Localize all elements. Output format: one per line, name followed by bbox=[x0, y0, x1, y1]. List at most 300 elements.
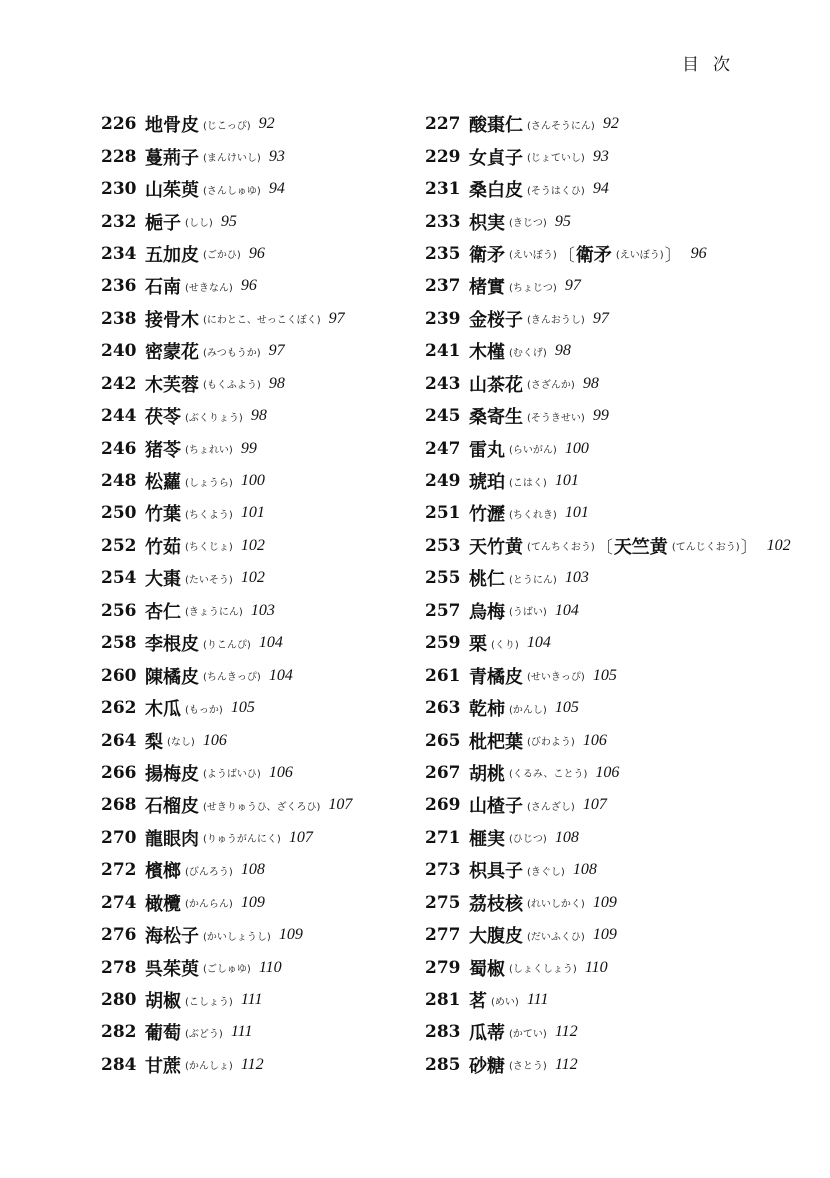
entry-page-number: 111 bbox=[230, 1023, 253, 1041]
entry-page-number: 102 bbox=[240, 569, 265, 587]
entry-page-number: 106 bbox=[595, 763, 620, 781]
entry-number: 238 bbox=[101, 308, 137, 329]
entry-reading: (きじつ) bbox=[509, 218, 547, 230]
entry-name: 桑白皮 bbox=[469, 180, 523, 202]
entry-number: 236 bbox=[101, 276, 137, 297]
toc-entry bbox=[425, 692, 791, 724]
entry-number: 249 bbox=[425, 471, 461, 492]
toc-entry bbox=[425, 1049, 791, 1081]
entry-page-number: 103 bbox=[564, 569, 589, 587]
entry-number: 257 bbox=[425, 600, 461, 621]
entry-number: 240 bbox=[101, 341, 137, 362]
entry-name: 瓜蒂 bbox=[469, 1023, 505, 1045]
entry-number: 235 bbox=[425, 243, 461, 264]
entry-number: 226 bbox=[101, 114, 137, 135]
entry-page-number: 99 bbox=[592, 407, 609, 425]
entry-number: 267 bbox=[425, 762, 461, 783]
entry-page-number: 104 bbox=[258, 634, 283, 652]
toc-entry bbox=[101, 530, 352, 562]
toc-entry bbox=[425, 724, 791, 756]
toc-entry bbox=[101, 368, 352, 400]
entry-page-number: 112 bbox=[554, 1023, 578, 1041]
entry-number: 228 bbox=[101, 146, 137, 167]
entry-page-number: 97 bbox=[268, 342, 285, 360]
toc-entry bbox=[425, 238, 791, 270]
entry-reading: (くるみ、ことう) bbox=[509, 769, 588, 781]
entry-page-number: 92 bbox=[602, 115, 619, 133]
entry-page-number: 101 bbox=[240, 504, 265, 522]
entry-page-number: 111 bbox=[240, 991, 263, 1009]
entry-number: 247 bbox=[425, 438, 461, 459]
entry-page-number: 97 bbox=[592, 309, 609, 327]
entry-number: 262 bbox=[101, 698, 137, 719]
entry-reading: (じこっぴ) bbox=[203, 120, 251, 132]
entry-number: 230 bbox=[101, 179, 137, 200]
entry-number: 271 bbox=[425, 827, 461, 848]
toc-entry bbox=[101, 984, 352, 1016]
entry-reading: (せいきっぴ) bbox=[527, 672, 585, 684]
entry-page-number: 109 bbox=[278, 926, 303, 944]
toc-entry bbox=[101, 789, 352, 821]
entry-page-number: 106 bbox=[582, 731, 607, 749]
entry-page-number: 108 bbox=[572, 861, 597, 879]
entry-name: 青橘皮 bbox=[469, 666, 523, 688]
toc-entry bbox=[101, 627, 352, 659]
entry-reading: (ごしゅゆ) bbox=[203, 964, 251, 976]
entry-number: 256 bbox=[101, 600, 137, 621]
toc-entry bbox=[425, 595, 791, 627]
entry-reading: (えいぼう) bbox=[509, 250, 557, 262]
toc-entry bbox=[101, 270, 352, 302]
entry-page-number: 93 bbox=[268, 147, 285, 165]
entry-name: 五加皮 bbox=[145, 244, 199, 266]
entry-number: 279 bbox=[425, 957, 461, 978]
close-bracket: 〕 bbox=[740, 538, 758, 559]
entry-reading: (せきなん) bbox=[185, 282, 233, 294]
entry-name: 砂糖 bbox=[469, 1055, 505, 1077]
entry-number: 258 bbox=[101, 633, 137, 654]
entry-number: 274 bbox=[101, 892, 137, 913]
toc-entry bbox=[425, 562, 791, 594]
entry-number: 231 bbox=[425, 179, 461, 200]
entry-page-number: 100 bbox=[564, 439, 589, 457]
entry-name: 山楂子 bbox=[469, 796, 523, 818]
entry-reading: (じょていし) bbox=[527, 153, 585, 165]
entry-reading: (うばい) bbox=[509, 607, 547, 619]
entry-number: 234 bbox=[101, 243, 137, 264]
entry-page-number: 111 bbox=[526, 991, 549, 1009]
entry-name: 杏仁 bbox=[145, 601, 181, 623]
entry-reading: (ちくよう) bbox=[185, 509, 233, 521]
entry-reading: (さんしゅゆ) bbox=[203, 185, 261, 197]
toc-entry bbox=[101, 854, 352, 886]
entry-page-number: 109 bbox=[592, 926, 617, 944]
entry-page-number: 112 bbox=[240, 1055, 264, 1073]
entry-reading: (ぶどう) bbox=[185, 1028, 223, 1040]
entry-page-number: 96 bbox=[240, 277, 257, 295]
entry-name: 梔子 bbox=[145, 212, 181, 234]
entry-number: 248 bbox=[101, 471, 137, 492]
entry-name: 枳実 bbox=[469, 212, 505, 234]
toc-entry bbox=[425, 108, 791, 140]
entry-number: 246 bbox=[101, 438, 137, 459]
toc-entry bbox=[425, 368, 791, 400]
entry-number: 255 bbox=[425, 568, 461, 589]
entry-page-number: 108 bbox=[240, 861, 265, 879]
entry-number: 227 bbox=[425, 114, 461, 135]
entry-number: 278 bbox=[101, 957, 137, 978]
entry-reading: (ちくれき) bbox=[509, 509, 557, 521]
toc-entry bbox=[101, 659, 352, 691]
entry-reading: (らいがん) bbox=[509, 445, 557, 457]
entry-name: 大腹皮 bbox=[469, 926, 523, 948]
entry-number: 266 bbox=[101, 762, 137, 783]
entry-alt-name: 天竺黄 bbox=[613, 536, 668, 558]
toc-entry bbox=[425, 854, 791, 886]
entry-page-number: 96 bbox=[248, 244, 265, 262]
entry-page-number: 106 bbox=[268, 763, 293, 781]
entry-number: 250 bbox=[101, 503, 137, 524]
entry-page-number: 105 bbox=[554, 699, 579, 717]
toc-entry bbox=[101, 173, 352, 205]
toc-entry bbox=[101, 951, 352, 983]
entry-reading: (きんおうし) bbox=[527, 315, 585, 327]
toc-entry bbox=[101, 108, 352, 140]
entry-number: 259 bbox=[425, 633, 461, 654]
entry-reading: (ようばいひ) bbox=[203, 769, 261, 781]
entry-name: 山茶花 bbox=[469, 374, 523, 396]
entry-reading: (とうにん) bbox=[509, 574, 557, 586]
entry-page-number: 103 bbox=[250, 601, 275, 619]
entry-reading: (こしょう) bbox=[185, 996, 233, 1008]
entry-reading: (ちょれい) bbox=[185, 445, 233, 457]
entry-name: 枇杷葉 bbox=[469, 731, 523, 753]
entry-name: 雷丸 bbox=[469, 439, 505, 461]
close-bracket: 〕 bbox=[664, 246, 682, 267]
entry-page-number: 98 bbox=[582, 374, 599, 392]
entry-page-number: 100 bbox=[240, 472, 265, 490]
entry-number: 242 bbox=[101, 373, 137, 394]
entry-name: 石榴皮 bbox=[145, 796, 199, 818]
entry-name: 胡桃 bbox=[469, 763, 505, 785]
toc-entry bbox=[101, 919, 352, 951]
toc-entry bbox=[101, 562, 352, 594]
toc-entry bbox=[101, 595, 352, 627]
entry-reading: (まんけいし) bbox=[203, 153, 261, 165]
entry-number: 241 bbox=[425, 341, 461, 362]
entry-name: 木瓜 bbox=[145, 699, 181, 721]
entry-reading: (かいしょうし) bbox=[203, 931, 271, 943]
entry-page-number: 101 bbox=[564, 504, 589, 522]
entry-page-number: 107 bbox=[328, 796, 353, 814]
entry-name: 胡椒 bbox=[145, 991, 181, 1013]
toc-entry bbox=[101, 1049, 352, 1081]
entry-number: 245 bbox=[425, 406, 461, 427]
entry-name: 竹葉 bbox=[145, 504, 181, 526]
entry-name: 龍眼肉 bbox=[145, 828, 199, 850]
entry-page-number: 102 bbox=[240, 536, 265, 554]
entry-name: 竹瀝 bbox=[469, 504, 505, 526]
entry-number: 243 bbox=[425, 373, 461, 394]
entry-page-number: 109 bbox=[240, 893, 265, 911]
toc-entry bbox=[101, 205, 352, 237]
entry-page-number: 105 bbox=[592, 666, 617, 684]
toc-entry bbox=[425, 270, 791, 302]
entry-reading: (さんそうにん) bbox=[527, 120, 595, 132]
entry-name: 甘蔗 bbox=[145, 1055, 181, 1077]
entry-page-number: 101 bbox=[554, 472, 579, 490]
toc-entry bbox=[101, 400, 352, 432]
entry-reading: (そうはくひ) bbox=[527, 185, 585, 197]
toc-column-right bbox=[425, 108, 791, 1081]
toc-entry bbox=[425, 335, 791, 367]
toc-entry bbox=[101, 335, 352, 367]
entry-name: 榧実 bbox=[469, 828, 505, 850]
entry-reading: (そうきせい) bbox=[527, 412, 585, 424]
entry-reading: (もっか) bbox=[185, 704, 223, 716]
entry-page-number: 105 bbox=[230, 699, 255, 717]
toc-entry bbox=[101, 1016, 352, 1048]
entry-reading: (めい) bbox=[491, 996, 519, 1008]
toc-entry bbox=[425, 822, 791, 854]
entry-name: 桃仁 bbox=[469, 569, 505, 591]
toc-entry bbox=[425, 530, 791, 562]
toc-entry bbox=[425, 465, 791, 497]
entry-page-number: 107 bbox=[582, 796, 607, 814]
toc-entry bbox=[425, 919, 791, 951]
toc-column-left bbox=[101, 108, 352, 1081]
toc-entry bbox=[425, 789, 791, 821]
toc-entry bbox=[425, 757, 791, 789]
entry-name: 酸棗仁 bbox=[469, 115, 523, 137]
entry-number: 265 bbox=[425, 730, 461, 751]
entry-name: 楮實 bbox=[469, 277, 505, 299]
toc-entry bbox=[425, 173, 791, 205]
entry-reading: (ちんきっぴ) bbox=[203, 672, 261, 684]
toc-entry bbox=[425, 497, 791, 529]
entry-page-number: 110 bbox=[258, 958, 282, 976]
entry-name: 烏梅 bbox=[469, 601, 505, 623]
entry-name: 地骨皮 bbox=[145, 115, 199, 137]
entry-name: 接骨木 bbox=[145, 309, 199, 331]
entry-name: 山茱萸 bbox=[145, 180, 199, 202]
entry-reading: (こはく) bbox=[509, 477, 547, 489]
entry-reading: (だいふくひ) bbox=[527, 931, 585, 943]
entry-reading: (ぶくりょう) bbox=[185, 412, 243, 424]
entry-reading: (かんし) bbox=[509, 704, 547, 716]
entry-name: 橄欖 bbox=[145, 893, 181, 915]
toc-entry bbox=[101, 724, 352, 756]
entry-reading: (さとう) bbox=[509, 1061, 547, 1073]
entry-alt-name: 衛矛 bbox=[575, 244, 612, 266]
entry-number: 264 bbox=[101, 730, 137, 751]
entry-page-number: 112 bbox=[554, 1055, 578, 1073]
entry-number: 285 bbox=[425, 1054, 461, 1075]
entry-reading: (りゅうがんにく) bbox=[203, 834, 281, 846]
entry-page-number: 98 bbox=[268, 374, 285, 392]
entry-reading: (びわよう) bbox=[527, 737, 575, 749]
entry-reading: (びんろう) bbox=[185, 866, 233, 878]
entry-page-number: 98 bbox=[554, 342, 571, 360]
entry-number: 254 bbox=[101, 568, 137, 589]
entry-reading: (にわとこ、せっこくぼく) bbox=[203, 315, 321, 327]
entry-name: 呉茱萸 bbox=[145, 958, 199, 980]
entry-number: 273 bbox=[425, 860, 461, 881]
entry-reading: (てんちくおう) bbox=[527, 542, 595, 554]
entry-page-number: 107 bbox=[288, 828, 313, 846]
entry-page-number: 108 bbox=[554, 828, 579, 846]
entry-name: 石南 bbox=[145, 277, 181, 299]
entry-number: 275 bbox=[425, 892, 461, 913]
entry-number: 281 bbox=[425, 990, 461, 1011]
entry-page-number: 95 bbox=[220, 212, 237, 230]
entry-name: 天竹黄 bbox=[469, 536, 523, 558]
entry-page-number: 99 bbox=[240, 439, 257, 457]
entry-number: 284 bbox=[101, 1054, 137, 1075]
entry-reading: (しょくしょう) bbox=[509, 964, 577, 976]
entry-reading: (りこんぴ) bbox=[203, 639, 251, 651]
entry-reading: (かんしょ) bbox=[185, 1061, 233, 1073]
entry-page-number: 102 bbox=[766, 536, 791, 554]
entry-name: 栗 bbox=[469, 634, 487, 656]
toc-entry bbox=[101, 238, 352, 270]
entry-name: 桑寄生 bbox=[469, 407, 523, 429]
entry-page-number: 104 bbox=[554, 601, 579, 619]
entry-number: 229 bbox=[425, 146, 461, 167]
entry-reading: (れいしかく) bbox=[527, 899, 585, 911]
entry-alt-reading: (えいぼう) bbox=[615, 250, 664, 262]
entry-number: 253 bbox=[425, 535, 461, 556]
entry-reading: (せきりゅうひ、ざくろひ) bbox=[203, 801, 321, 813]
entry-name: 李根皮 bbox=[145, 634, 199, 656]
entry-reading: (もくふよう) bbox=[203, 380, 261, 392]
entry-reading: (くり) bbox=[491, 639, 519, 651]
entry-number: 263 bbox=[425, 698, 461, 719]
toc-entry bbox=[425, 951, 791, 983]
toc-entry bbox=[101, 465, 352, 497]
entry-name: 蔓荊子 bbox=[145, 147, 199, 169]
entry-name: 大棗 bbox=[145, 569, 181, 591]
entry-page-number: 110 bbox=[584, 958, 608, 976]
entry-reading: (さざんか) bbox=[527, 380, 575, 392]
entry-alt-reading: (てんじくおう) bbox=[671, 542, 740, 554]
toc-entry bbox=[101, 497, 352, 529]
entry-reading: (たいそう) bbox=[185, 574, 233, 586]
entry-number: 282 bbox=[101, 1022, 137, 1043]
toc-entry bbox=[425, 627, 791, 659]
entry-page-number: 96 bbox=[690, 244, 707, 262]
entry-number: 251 bbox=[425, 503, 461, 524]
entry-name: 木槿 bbox=[469, 342, 505, 364]
entry-page-number: 93 bbox=[592, 147, 609, 165]
entry-number: 237 bbox=[425, 276, 461, 297]
entry-reading: (ごかひ) bbox=[203, 250, 241, 262]
toc-entry bbox=[101, 757, 352, 789]
entry-page-number: 92 bbox=[258, 115, 275, 133]
entry-number: 260 bbox=[101, 665, 137, 686]
entry-number: 239 bbox=[425, 308, 461, 329]
entry-reading: (ちょじつ) bbox=[509, 282, 557, 294]
toc-entry bbox=[101, 140, 352, 172]
entry-name: 猪苓 bbox=[145, 439, 181, 461]
entry-reading: (しし) bbox=[185, 218, 213, 230]
toc-entry bbox=[425, 205, 791, 237]
entry-page-number: 97 bbox=[328, 309, 345, 327]
entry-name: 木芙蓉 bbox=[145, 374, 199, 396]
entry-name: 葡萄 bbox=[145, 1023, 181, 1045]
entry-name: 乾柿 bbox=[469, 699, 505, 721]
entry-name: 女貞子 bbox=[469, 147, 523, 169]
entry-reading: (ひじつ) bbox=[509, 834, 547, 846]
entry-name: 茘枝核 bbox=[469, 893, 523, 915]
entry-number: 277 bbox=[425, 925, 461, 946]
entry-page-number: 98 bbox=[250, 407, 267, 425]
toc-entry bbox=[101, 822, 352, 854]
entry-name: 茗 bbox=[469, 991, 487, 1013]
entry-reading: (みつもうか) bbox=[203, 347, 261, 359]
entry-page-number: 106 bbox=[202, 731, 227, 749]
entry-name: 海松子 bbox=[145, 926, 199, 948]
entry-number: 244 bbox=[101, 406, 137, 427]
open-bracket: 〔 bbox=[595, 538, 613, 559]
entry-page-number: 94 bbox=[268, 180, 285, 198]
entry-number: 232 bbox=[101, 211, 137, 232]
entry-number: 272 bbox=[101, 860, 137, 881]
entry-name: 枳具子 bbox=[469, 861, 523, 883]
toc-entry bbox=[425, 659, 791, 691]
entry-page-number: 95 bbox=[554, 212, 571, 230]
entry-name: 檳榔 bbox=[145, 861, 181, 883]
entry-reading: (なし) bbox=[167, 737, 195, 749]
toc-entry bbox=[101, 432, 352, 464]
toc-entry bbox=[425, 887, 791, 919]
entry-number: 233 bbox=[425, 211, 461, 232]
toc-entry bbox=[101, 303, 352, 335]
entry-name: 竹茹 bbox=[145, 536, 181, 558]
entry-reading: (きょうにん) bbox=[185, 607, 243, 619]
entry-page-number: 109 bbox=[592, 893, 617, 911]
entry-page-number: 97 bbox=[564, 277, 581, 295]
entry-reading: (かんらん) bbox=[185, 899, 233, 911]
toc-entry bbox=[425, 400, 791, 432]
entry-name: 陳橘皮 bbox=[145, 666, 199, 688]
toc-entry bbox=[425, 303, 791, 335]
entry-reading: (ちくじょ) bbox=[185, 542, 233, 554]
toc-entry bbox=[425, 984, 791, 1016]
entry-name: 梨 bbox=[145, 731, 163, 753]
entry-reading: (さんざし) bbox=[527, 801, 575, 813]
entry-number: 269 bbox=[425, 795, 461, 816]
page-header-title: 目次 bbox=[682, 55, 744, 75]
entry-name: 蜀椒 bbox=[469, 958, 505, 980]
entry-number: 276 bbox=[101, 925, 137, 946]
entry-name: 琥珀 bbox=[469, 472, 505, 494]
entry-name: 茯苓 bbox=[145, 407, 181, 429]
entry-number: 252 bbox=[101, 535, 137, 556]
open-bracket: 〔 bbox=[557, 246, 575, 267]
entry-name: 金桜子 bbox=[469, 309, 523, 331]
toc-entry bbox=[101, 887, 352, 919]
entry-number: 261 bbox=[425, 665, 461, 686]
entry-number: 268 bbox=[101, 795, 137, 816]
entry-name: 衛矛 bbox=[469, 244, 505, 266]
entry-reading: (きぐし) bbox=[527, 866, 565, 878]
entry-name: 密蒙花 bbox=[145, 342, 199, 364]
toc-entry bbox=[425, 432, 791, 464]
entry-number: 280 bbox=[101, 990, 137, 1011]
entry-name: 揚梅皮 bbox=[145, 763, 199, 785]
entry-number: 283 bbox=[425, 1022, 461, 1043]
